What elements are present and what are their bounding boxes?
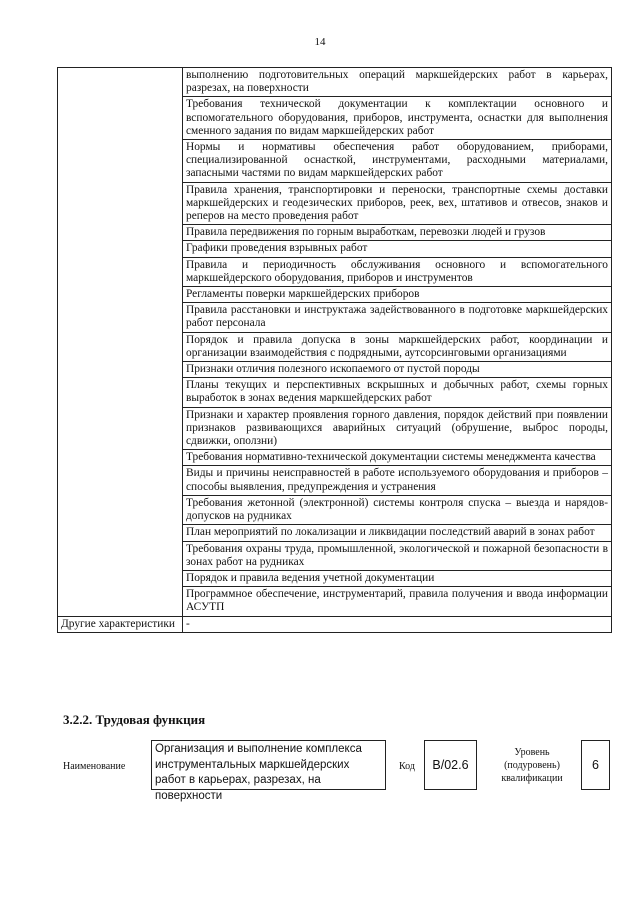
name-label: Наименование [63, 761, 126, 772]
requirement-cell: Графики проведения взрывных работ [183, 241, 612, 257]
requirement-cell: Виды и причины неисправностей в работе используемого оборудования и приборов – способы выявления, предупреждения и устранения [183, 466, 612, 495]
requirement-cell: Регламенты поверки маркшейдерских приборов [183, 287, 612, 303]
requirement-cell: Правила и периодичность обслуживания основного и вспомогательного маркшейдерского оборудования, приборов и инструментов [183, 257, 612, 286]
requirements-table [57, 67, 612, 633]
qualification-level-box: 6 [581, 740, 610, 790]
requirement-cell: Правила хранения, транспортировки и переноски, транспортные схемы доставки маркшейдерских и геодезических приборов, реек, вех, штативов и отвесов, знаков и реперов на место проведения работ [183, 182, 612, 225]
table-row [58, 68, 612, 97]
labor-function-header [0, 738, 640, 802]
requirement-cell: Нормы и нормативы обеспечения работ оборудованием, приборами, специализированной оснасткой, инструментами, расходными материалами, запасными частями по видам маркшейдерских работ [183, 140, 612, 183]
requirement-cell: Требования нормативно-технической документации системы менеджмента качества [183, 450, 612, 466]
code-label: Код [399, 761, 415, 772]
function-code-box: B/02.6 [424, 740, 477, 790]
requirement-cell: Порядок и правила ведения учетной документации [183, 570, 612, 586]
requirement-cell: Требования охраны труда, промышленной, экологической и пожарной безопасности в зонах работ на рудниках [183, 541, 612, 570]
other-characteristics-value: - [183, 616, 612, 632]
requirement-cell: Программное обеспечение, инструментарий, правила получения и ввода информации АСУТП [183, 587, 612, 616]
requirement-cell: Правила расстановки и инструктажа задействованного в подготовке маркшейдерских работ персонала [183, 303, 612, 332]
requirement-cell: Порядок и правила допуска в зоны маркшейдерских работ, координации и организации взаимодействия с подрядными, аутсорсинговыми организациями [183, 332, 612, 361]
other-characteristics-row [58, 616, 612, 632]
requirement-cell: Требования жетонной (электронной) системы контроля спуска – выезда и нарядов-допусков на рудниках [183, 495, 612, 524]
requirement-cell: Планы текущих и перспективных вскрышных и добычных работ, схемы горных выработок в зонах ведения маркшейдерских работ [183, 378, 612, 407]
qualification-level-label: Уровень (подуровень) квалификации [501, 747, 563, 784]
requirement-cell: Признаки отличия полезного ископаемого от пустой породы [183, 362, 612, 378]
requirement-cell: Требования технической документации к комплектации основного и вспомогательного оборудования, приборов, инструмента, оснастки для выполнения сменного задания по видам маркшейдерских работ [183, 97, 612, 140]
requirement-cell: выполнению подготовительных операций маркшейдерских работ в карьерах, разрезах, на поверхности [183, 68, 612, 97]
section-title: 3.2.2. Трудовая функция [63, 712, 206, 727]
requirement-cell: Признаки и характер проявления горного давления, порядок действий при появлении признаков развивающихся аварийных ситуаций (обрушение, выброс породы, сдвижки, оползни) [183, 407, 612, 450]
requirements-table-body [58, 68, 612, 633]
table-left-cell [58, 68, 183, 617]
requirement-cell: План мероприятий по локализации и ликвидации последствий аварий в зонах работ [183, 525, 612, 541]
requirement-cell: Правила передвижения по горным выработкам, перевозки людей и грузов [183, 225, 612, 241]
function-name-box: Организация и выполнение комплекса инструментальных маркшейдерских работ в карьерах, разрезах, на поверхности [151, 740, 386, 790]
other-characteristics-label: Другие характеристики [58, 616, 183, 632]
page-number: 14 [314, 36, 326, 48]
